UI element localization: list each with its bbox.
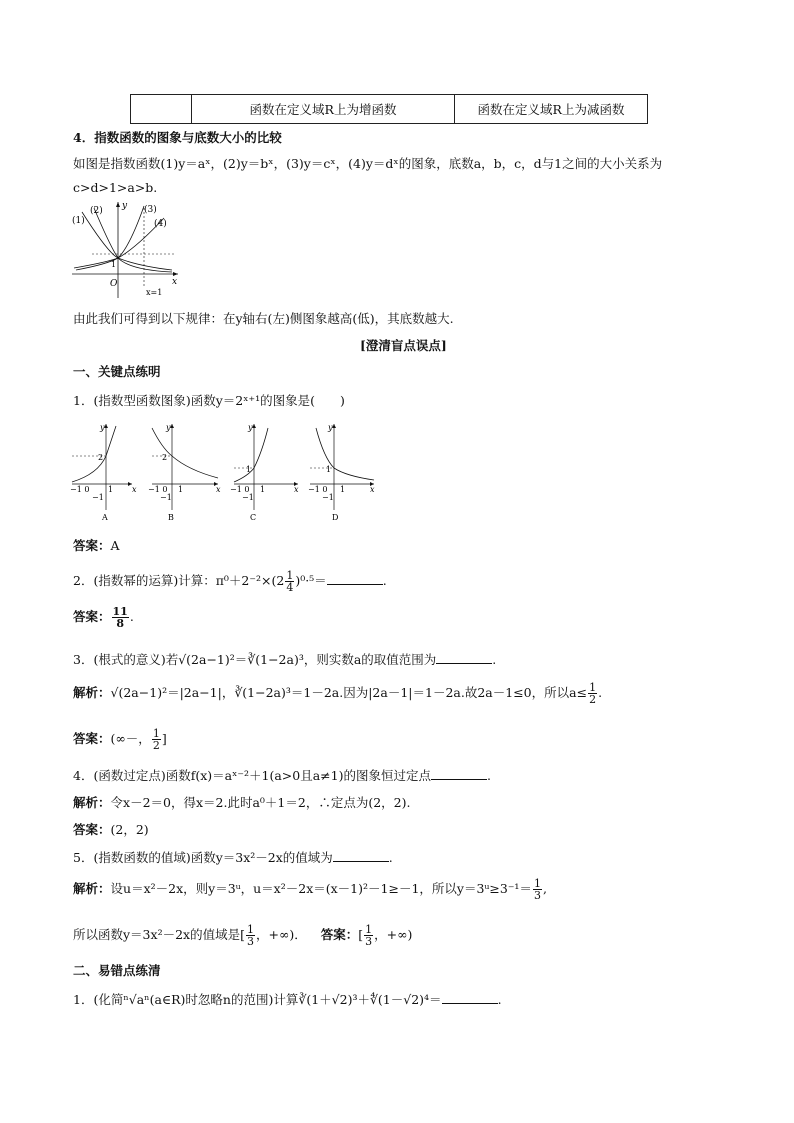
table-cell-increasing: 函数在定义域R上为增函数 — [192, 95, 455, 124]
answer-value: A — [110, 538, 120, 553]
svg-text:1: 1 — [326, 465, 332, 474]
question-2-prefix: 2．(指数幂的运算)计算：π⁰＋2⁻²×(2 — [73, 573, 285, 588]
svg-text:−1 0: −1 0 — [148, 485, 168, 494]
question-3-text: 3．(根式的意义)若√(2a−1)²＝∛(1−2a)³，则实数a的取值范围为 — [73, 652, 437, 667]
svg-text:x: x — [370, 485, 375, 494]
question-6-text: 1．(化简ⁿ√aⁿ(a∈R)时忽略n的范围)计算∛(1＋√2)³＋∜(1－√2)⁴＝ — [73, 992, 442, 1007]
option-d-graph — [308, 423, 375, 522]
fraction-1-3 — [533, 878, 542, 901]
answer-value: (∞－， — [110, 731, 151, 746]
exponential-graph-figure — [68, 198, 188, 302]
answer-open: [ — [358, 927, 364, 942]
solution-text: 所以函数y＝3x²－2x的值域是[ — [73, 927, 245, 942]
main-heading: [澄清盲点误点] — [360, 338, 447, 353]
svg-text:y: y — [166, 423, 171, 432]
svg-text:1: 1 — [340, 485, 346, 494]
fraction-numerator: 1 — [246, 923, 254, 936]
fraction-1-2 — [588, 682, 597, 705]
curve-2 — [94, 208, 172, 272]
svg-text:x: x — [132, 485, 137, 494]
answer-label: 答案： — [73, 731, 111, 746]
label-2: (2) — [90, 206, 103, 216]
svg-text:x: x — [216, 485, 221, 494]
fraction-denominator: 3 — [533, 889, 541, 902]
y-label: y — [122, 201, 128, 211]
origin-label: O — [110, 279, 118, 289]
solution-label: 解析： — [73, 795, 111, 810]
question-6: 1．(化简ⁿ√aⁿ(a∈R)时忽略n的范围)计算∛(1＋√2)³＋∜(1－√2)⁴＝ . — [73, 992, 502, 1007]
svg-text:x: x — [294, 485, 299, 494]
table-row — [131, 95, 648, 124]
fraction-1-3 — [364, 924, 373, 947]
question-1: 1．(指数型函数图象)函数y＝2ˣ⁺¹的图象是( ) — [73, 393, 345, 408]
fraction-denominator: 4 — [286, 581, 294, 594]
fraction-1-4 — [285, 570, 294, 593]
answer-blank — [436, 652, 492, 664]
fraction-denominator: 8 — [116, 617, 124, 630]
svg-text:2: 2 — [162, 453, 168, 462]
answer-fraction — [112, 606, 129, 629]
option-c-label: C — [250, 513, 257, 522]
fraction-numerator: 1 — [533, 877, 541, 890]
question-3: 3．(根式的意义)若√(2a−1)²＝∛(1−2a)³，则实数a的取值范围为 . — [73, 652, 497, 667]
solution-text: 设u＝x²－2x，则y＝3ᵘ，u＝x²－2x＝(x－1)²－1≥－1，所以y＝3ᵘ≥3⁻¹＝ — [110, 881, 532, 896]
svg-text:−1: −1 — [242, 493, 254, 502]
svg-text:2: 2 — [98, 453, 104, 462]
solution-5-line2 — [73, 924, 412, 947]
fraction-numerator: 1 — [286, 569, 294, 582]
question-2: 2．(指数幂的运算)计算：π⁰＋2⁻²×(2 $\frac{1}{4}$ )⁰·⁵＝ . — [73, 569, 387, 594]
svg-text:1: 1 — [108, 485, 114, 494]
fraction-denominator: 3 — [365, 935, 373, 948]
svg-text:−1: −1 — [160, 493, 172, 502]
answer-label: 答案： — [73, 609, 111, 624]
comparison-table — [130, 94, 648, 124]
question-5-text: 5．(指数函数的值域)函数y＝3x²－2x的值域为 — [73, 850, 333, 865]
answer-label: 答案： — [320, 927, 359, 942]
svg-text:y: y — [248, 423, 253, 432]
option-b-label: B — [168, 513, 174, 522]
svg-text:y: y — [328, 423, 333, 432]
question-4: 4．(函数过定点)函数f(x)＝aˣ⁻²＋1(a>0且a≠1)的图象恒过定点 . — [73, 768, 491, 783]
option-b-graph — [148, 423, 221, 522]
label-3: (3) — [144, 205, 157, 215]
label-4: (4) — [154, 219, 167, 229]
answer-blank — [442, 992, 498, 1004]
fraction-denominator: 2 — [589, 693, 597, 706]
svg-text:−1 0: −1 0 — [308, 485, 328, 494]
table-cell-empty — [131, 95, 192, 124]
svg-text:y: y — [100, 423, 105, 432]
section4-line2: c>d>1>a>b. — [73, 180, 158, 195]
solution-3: 解析：√(2a−1)²＝|2a−1|，∛(1−2a)³＝1－2a.因为|2a－1|＝1－2a.故2a－1≤0，所以a≤ $\frac{1}{2}$ . — [73, 681, 603, 706]
answer-end: ] — [161, 731, 167, 746]
x-label: x — [172, 277, 178, 287]
answer-4 — [73, 820, 149, 838]
svg-text:1: 1 — [178, 485, 184, 494]
fraction-numerator: 1 — [589, 681, 597, 694]
fraction-denominator: 2 — [152, 739, 160, 752]
section4-title: 4．指数函数的图象与底数大小的比较 — [73, 130, 282, 145]
svg-text:−1 0: −1 0 — [70, 485, 90, 494]
answer-blank — [333, 850, 389, 862]
fraction-denominator: 3 — [246, 935, 254, 948]
question-1-options-graphs — [68, 420, 378, 526]
svg-text:1: 1 — [246, 465, 252, 474]
label-1: (1) — [72, 216, 85, 226]
answer-blank — [327, 573, 383, 585]
answer-1 — [73, 536, 120, 554]
answer-blank — [431, 768, 487, 780]
question-4-text: 4．(函数过定点)函数f(x)＝aˣ⁻²＋1(a>0且a≠1)的图象恒过定点 — [73, 768, 431, 783]
fraction-numerator: 11 — [112, 605, 128, 618]
fraction-numerator: 1 — [365, 923, 373, 936]
solution-text-end: ，+∞)． — [255, 927, 307, 942]
part1-heading: 一、关键点练明 — [73, 364, 161, 379]
table-cell-decreasing: 函数在定义域R上为减函数 — [455, 95, 648, 124]
question-5: 5．(指数函数的值域)函数y＝3x²－2x的值域为 . — [73, 850, 393, 865]
solution-text: 令x－2＝0，得x＝2.此时a⁰＋1＝2，∴定点为(2，2). — [110, 795, 411, 810]
answer-label: 答案： — [73, 538, 111, 553]
option-c-graph — [230, 423, 299, 522]
solution-label: 解析： — [73, 881, 111, 896]
one-label: 1 — [111, 260, 117, 269]
answer-close: ，+∞) — [374, 927, 413, 942]
option-d-label: D — [332, 513, 339, 522]
answer-3 — [73, 728, 167, 751]
answer-value: (2，2) — [110, 822, 149, 837]
answer-2: 答案： $\frac{11}{8}$ . — [73, 605, 134, 630]
svg-text:1: 1 — [260, 485, 266, 494]
section4-rule: 由此我们可得到以下规律：在y轴右(左)侧图象越高(低)，其底数越大. — [73, 311, 454, 326]
fraction-1-3 — [246, 924, 255, 947]
part2-heading: 二、易错点练清 — [73, 963, 161, 978]
curve-4 — [74, 218, 164, 268]
x-equals-1-label: x=1 — [146, 288, 163, 297]
option-a-label: A — [102, 513, 108, 522]
solution-label: 解析： — [73, 685, 111, 700]
option-a-graph — [70, 423, 137, 522]
svg-text:−1: −1 — [92, 493, 104, 502]
question-2-suffix: )⁰·⁵＝ — [295, 573, 327, 588]
svg-text:−1: −1 — [322, 493, 334, 502]
solution-5: 解析：设u＝x²－2x，则y＝3ᵘ，u＝x²－2x＝(x－1)²－1≥－1，所以y＝3ᵘ≥3⁻¹＝ $\frac{1}{3}$ , — [73, 877, 547, 902]
fraction-numerator: 1 — [152, 727, 160, 740]
svg-text:−1 0: −1 0 — [230, 485, 250, 494]
solution-text: √(2a−1)²＝|2a−1|，∛(1−2a)³＝1－2a.因为|2a－1|＝1－2a.故2a－1≤0，所以a≤ — [110, 685, 588, 700]
section4-line1: 如图是指数函数(1)y＝aˣ，(2)y＝bˣ，(3)y＝cˣ，(4)y＝dˣ的图象，底数a，b，c，d与1之间的大小关系为 — [73, 156, 663, 171]
solution-4 — [73, 793, 410, 811]
answer-label: 答案： — [73, 822, 111, 837]
fraction-1-2 — [152, 728, 161, 751]
